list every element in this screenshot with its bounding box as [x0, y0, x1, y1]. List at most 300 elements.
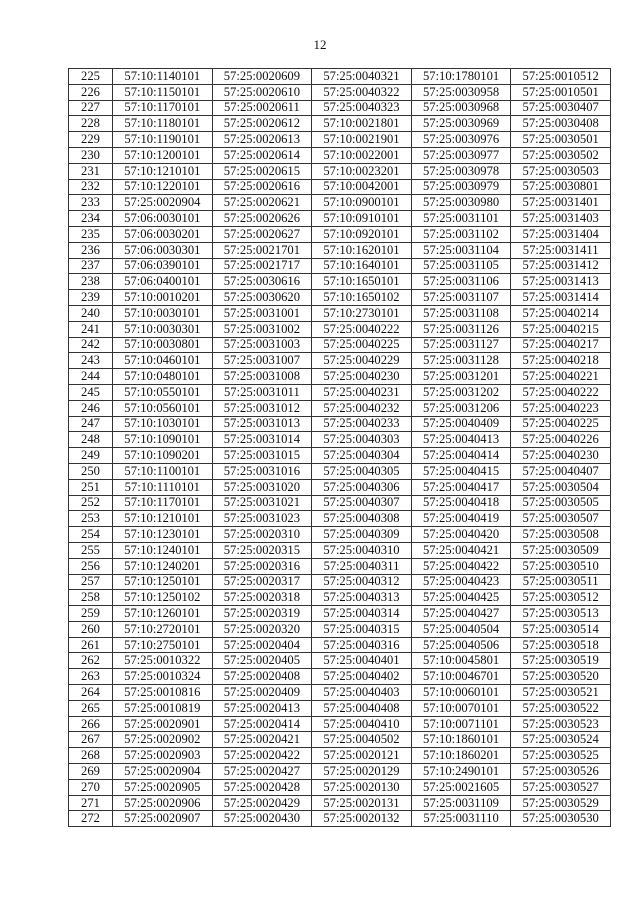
table-row — [69, 384, 611, 400]
cadastral-number-cell: 57:25:0020904 — [113, 764, 213, 780]
cadastral-number-cell: 57:25:0020405 — [212, 653, 312, 669]
cadastral-number-cell: 57:25:0031012 — [212, 400, 312, 416]
cadastral-number-cell: 57:25:0031003 — [212, 337, 312, 353]
cadastral-number-cell: 57:25:0040419 — [411, 511, 511, 527]
cadastral-number-cell: 57:25:0040215 — [511, 321, 611, 337]
cadastral-number-cell: 57:25:0040307 — [312, 495, 412, 511]
cadastral-number-cell: 57:25:0030524 — [511, 732, 611, 748]
cadastral-number-cell: 57:25:0010501 — [511, 84, 611, 100]
row-number-cell: 268 — [69, 748, 113, 764]
row-number-cell: 239 — [69, 290, 113, 306]
table-row — [69, 400, 611, 416]
cadastral-number-cell: 57:25:0030508 — [511, 527, 611, 543]
cadastral-number-cell: 57:10:2750101 — [113, 637, 213, 653]
row-number-cell: 240 — [69, 305, 113, 321]
cadastral-number-cell: 57:10:1170101 — [113, 495, 213, 511]
cadastral-number-cell: 57:25:0020613 — [212, 132, 312, 148]
cadastral-number-cell: 57:25:0021701 — [212, 242, 312, 258]
cadastral-number-cell: 57:25:0030503 — [511, 163, 611, 179]
cadastral-number-cell: 57:25:0030530 — [511, 811, 611, 827]
cadastral-number-cell: 57:25:0040425 — [411, 590, 511, 606]
cadastral-number-cell: 57:25:0040321 — [312, 69, 412, 85]
row-number-cell: 228 — [69, 116, 113, 132]
cadastral-number-cell: 57:06:0030301 — [113, 242, 213, 258]
cadastral-number-cell: 57:25:0020319 — [212, 606, 312, 622]
cadastral-number-cell: 57:25:0020627 — [212, 226, 312, 242]
cadastral-number-cell: 57:25:0030976 — [411, 132, 511, 148]
cadastral-number-cell: 57:25:0040230 — [511, 448, 611, 464]
cadastral-number-cell: 57:25:0020130 — [312, 779, 412, 795]
cadastral-number-cell: 57:10:0021801 — [312, 116, 412, 132]
row-number-cell: 252 — [69, 495, 113, 511]
cadastral-number-cell: 57:10:1220101 — [113, 179, 213, 195]
cadastral-number-cell: 57:25:0040223 — [511, 400, 611, 416]
cadastral-number-cell: 57:25:0031108 — [411, 305, 511, 321]
cadastral-number-cell: 57:06:0030201 — [113, 226, 213, 242]
cadastral-number-cell: 57:10:1180101 — [113, 116, 213, 132]
cadastral-number-cell: 57:10:2730101 — [312, 305, 412, 321]
cadastral-number-cell: 57:25:0030504 — [511, 479, 611, 495]
cadastral-number-cell: 57:25:0030408 — [511, 116, 611, 132]
cadastral-number-cell: 57:25:0031401 — [511, 195, 611, 211]
table-row — [69, 700, 611, 716]
cadastral-number-cell: 57:25:0040314 — [312, 606, 412, 622]
cadastral-number-cell: 57:06:0390101 — [113, 258, 213, 274]
cadastral-number-cell: 57:25:0031015 — [212, 448, 312, 464]
row-number-cell: 241 — [69, 321, 113, 337]
cadastral-number-cell: 57:10:1240201 — [113, 558, 213, 574]
cadastral-number-cell: 57:25:0040417 — [411, 479, 511, 495]
cadastral-number-cell: 57:25:0040231 — [312, 384, 412, 400]
cadastral-number-cell: 57:25:0020901 — [113, 716, 213, 732]
table-row — [69, 100, 611, 116]
row-number-cell: 246 — [69, 400, 113, 416]
cadastral-number-cell: 57:10:1780101 — [411, 69, 511, 85]
table-row — [69, 274, 611, 290]
row-number-cell: 267 — [69, 732, 113, 748]
row-number-cell: 236 — [69, 242, 113, 258]
table-row — [69, 542, 611, 558]
row-number-cell: 235 — [69, 226, 113, 242]
table-row — [69, 448, 611, 464]
cadastral-number-cell: 57:25:0020610 — [212, 84, 312, 100]
cadastral-number-cell: 57:25:0020903 — [113, 748, 213, 764]
row-number-cell: 242 — [69, 337, 113, 353]
cadastral-number-cell: 57:25:0030978 — [411, 163, 511, 179]
table-row — [69, 147, 611, 163]
cadastral-number-cell: 57:25:0040226 — [511, 432, 611, 448]
cadastral-number-cell: 57:25:0020318 — [212, 590, 312, 606]
cadastral-number-cell: 57:25:0040323 — [312, 100, 412, 116]
row-number-cell: 272 — [69, 811, 113, 827]
cadastral-number-cell: 57:10:0550101 — [113, 384, 213, 400]
cadastral-number-cell: 57:10:1100101 — [113, 463, 213, 479]
table-row — [69, 558, 611, 574]
cadastral-number-cell: 57:25:0020404 — [212, 637, 312, 653]
cadastral-number-cell: 57:25:0031411 — [511, 242, 611, 258]
row-number-cell: 260 — [69, 621, 113, 637]
cadastral-number-cell: 57:25:0030505 — [511, 495, 611, 511]
cadastral-number-cell: 57:25:0040418 — [411, 495, 511, 511]
cadastral-number-cell: 57:25:0040413 — [411, 432, 511, 448]
cadastral-number-cell: 57:10:0030101 — [113, 305, 213, 321]
table-row — [69, 495, 611, 511]
cadastral-number-cell: 57:25:0031102 — [411, 226, 511, 242]
cadastral-number-cell: 57:25:0020413 — [212, 700, 312, 716]
cadastral-number-cell: 57:10:0910101 — [312, 211, 412, 227]
cadastral-number-cell: 57:25:0030980 — [411, 195, 511, 211]
row-number-cell: 238 — [69, 274, 113, 290]
cadastral-number-cell: 57:25:0031414 — [511, 290, 611, 306]
table-row — [69, 337, 611, 353]
table-row — [69, 432, 611, 448]
cadastral-number-cell: 57:25:0040306 — [312, 479, 412, 495]
row-number-cell: 247 — [69, 416, 113, 432]
cadastral-number-cell: 57:10:0023201 — [312, 163, 412, 179]
cadastral-number-cell: 57:25:0020904 — [113, 195, 213, 211]
cadastral-number-cell: 57:25:0031404 — [511, 226, 611, 242]
cadastral-number-cell: 57:10:1190101 — [113, 132, 213, 148]
row-number-cell: 256 — [69, 558, 113, 574]
cadastral-number-cell: 57:25:0010816 — [113, 685, 213, 701]
table-row — [69, 621, 611, 637]
cadastral-number-cell: 57:25:0031126 — [411, 321, 511, 337]
table-row — [69, 779, 611, 795]
cadastral-number-cell: 57:10:0920101 — [312, 226, 412, 242]
cadastral-number-cell: 57:10:1250101 — [113, 574, 213, 590]
row-number-cell: 249 — [69, 448, 113, 464]
table-row — [69, 195, 611, 211]
cadastral-number-cell: 57:10:1650101 — [312, 274, 412, 290]
row-number-cell: 263 — [69, 669, 113, 685]
cadastral-number-cell: 57:25:0031107 — [411, 290, 511, 306]
cadastral-number-cell: 57:25:0030523 — [511, 716, 611, 732]
cadastral-number-cell: 57:25:0030502 — [511, 147, 611, 163]
cadastral-number-cell: 57:25:0040229 — [312, 353, 412, 369]
row-number-cell: 254 — [69, 527, 113, 543]
cadastral-number-cell: 57:25:0020616 — [212, 179, 312, 195]
table-row — [69, 242, 611, 258]
cadastral-number-cell: 57:25:0030616 — [212, 274, 312, 290]
row-number-cell: 250 — [69, 463, 113, 479]
cadastral-number-cell: 57:25:0031011 — [212, 384, 312, 400]
cadastral-number-cell: 57:25:0040502 — [312, 732, 412, 748]
cadastral-number-cell: 57:25:0020317 — [212, 574, 312, 590]
cadastral-number-cell: 57:25:0020310 — [212, 527, 312, 543]
cadastral-number-cell: 57:25:0030977 — [411, 147, 511, 163]
cadastral-number-cell: 57:25:0020906 — [113, 795, 213, 811]
cadastral-number-cell: 57:25:0030526 — [511, 764, 611, 780]
cadastral-number-cell: 57:25:0040410 — [312, 716, 412, 732]
table-row — [69, 748, 611, 764]
cadastral-number-cell: 57:10:0071101 — [411, 716, 511, 732]
cadastral-number-cell: 57:10:1210101 — [113, 511, 213, 527]
cadastral-number-cell: 57:25:0030520 — [511, 669, 611, 685]
cadastral-number-cell: 57:25:0020320 — [212, 621, 312, 637]
cadastral-number-cell: 57:10:1170101 — [113, 100, 213, 116]
cadastral-number-cell: 57:25:0031105 — [411, 258, 511, 274]
cadastral-number-cell: 57:25:0031106 — [411, 274, 511, 290]
cadastral-number-cell: 57:10:1090201 — [113, 448, 213, 464]
cadastral-number-cell: 57:25:0020611 — [212, 100, 312, 116]
cadastral-number-cell: 57:25:0040303 — [312, 432, 412, 448]
cadastral-number-cell: 57:25:0031013 — [212, 416, 312, 432]
row-number-cell: 266 — [69, 716, 113, 732]
cadastral-number-cell: 57:25:0031403 — [511, 211, 611, 227]
cadastral-number-cell: 57:10:1030101 — [113, 416, 213, 432]
cadastral-number-cell: 57:10:0045801 — [411, 653, 511, 669]
cadastral-number-cell: 57:10:1090101 — [113, 432, 213, 448]
cadastral-number-cell: 57:10:1110101 — [113, 479, 213, 495]
cadastral-number-cell: 57:25:0031016 — [212, 463, 312, 479]
cadastral-number-cell: 57:25:0040225 — [511, 416, 611, 432]
cadastral-number-cell: 57:10:1650102 — [312, 290, 412, 306]
table-row — [69, 211, 611, 227]
row-number-cell: 269 — [69, 764, 113, 780]
cadastral-number-cell: 57:10:1860201 — [411, 748, 511, 764]
cadastral-number-cell: 57:25:0030529 — [511, 795, 611, 811]
cadastral-number-cell: 57:10:0480101 — [113, 369, 213, 385]
cadastral-number-cell: 57:25:0020905 — [113, 779, 213, 795]
row-number-cell: 270 — [69, 779, 113, 795]
row-number-cell: 237 — [69, 258, 113, 274]
row-number-cell: 231 — [69, 163, 113, 179]
row-number-cell: 258 — [69, 590, 113, 606]
row-number-cell: 264 — [69, 685, 113, 701]
cadastral-number-cell: 57:25:0030512 — [511, 590, 611, 606]
cadastral-number-cell: 57:25:0020612 — [212, 116, 312, 132]
row-number-cell: 230 — [69, 147, 113, 163]
cadastral-number-cell: 57:25:0031413 — [511, 274, 611, 290]
cadastral-number-cell: 57:06:0030101 — [113, 211, 213, 227]
cadastral-number-cell: 57:25:0030801 — [511, 179, 611, 195]
cadastral-number-cell: 57:25:0030519 — [511, 653, 611, 669]
cadastral-number-cell: 57:25:0030969 — [411, 116, 511, 132]
table-row — [69, 653, 611, 669]
table-row — [69, 163, 611, 179]
table-row — [69, 353, 611, 369]
cadastral-number-cell: 57:25:0031014 — [212, 432, 312, 448]
cadastral-number-cell: 57:25:0040217 — [511, 337, 611, 353]
cadastral-number-cell: 57:25:0020430 — [212, 811, 312, 827]
cadastral-number-cell: 57:25:0040218 — [511, 353, 611, 369]
cadastral-number-cell: 57:25:0030514 — [511, 621, 611, 637]
table-row — [69, 637, 611, 653]
cadastral-number-cell: 57:10:1240101 — [113, 542, 213, 558]
cadastral-number-cell: 57:25:0020421 — [212, 732, 312, 748]
cadastral-number-cell: 57:10:1250102 — [113, 590, 213, 606]
cadastral-number-cell: 57:25:0031109 — [411, 795, 511, 811]
cadastral-number-cell: 57:25:0020315 — [212, 542, 312, 558]
cadastral-number-cell: 57:25:0040221 — [511, 369, 611, 385]
cadastral-number-cell: 57:10:0042001 — [312, 179, 412, 195]
cadastral-number-cell: 57:25:0040506 — [411, 637, 511, 653]
cadastral-number-cell: 57:25:0040427 — [411, 606, 511, 622]
cadastral-number-cell: 57:25:0040304 — [312, 448, 412, 464]
cadastral-number-cell: 57:25:0040414 — [411, 448, 511, 464]
row-number-cell: 227 — [69, 100, 113, 116]
cadastral-number-cell: 57:10:1640101 — [312, 258, 412, 274]
row-number-cell: 233 — [69, 195, 113, 211]
cadastral-number-cell: 57:25:0020428 — [212, 779, 312, 795]
cadastral-number-cell: 57:25:0030527 — [511, 779, 611, 795]
cadastral-number-cell: 57:25:0031104 — [411, 242, 511, 258]
cadastral-number-cell: 57:25:0040232 — [312, 400, 412, 416]
cadastral-number-cell: 57:25:0020609 — [212, 69, 312, 85]
cadastral-number-cell: 57:25:0030507 — [511, 511, 611, 527]
table-row — [69, 811, 611, 827]
cadastral-number-cell: 57:25:0030510 — [511, 558, 611, 574]
cadastral-number-cell: 57:10:1150101 — [113, 84, 213, 100]
cadastral-number-cell: 57:25:0031412 — [511, 258, 611, 274]
cadastral-number-cell: 57:25:0020902 — [113, 732, 213, 748]
cadastral-number-cell: 57:10:1260101 — [113, 606, 213, 622]
cadastral-number-cell: 57:10:1140101 — [113, 69, 213, 85]
cadastral-number-cell: 57:25:0030407 — [511, 100, 611, 116]
row-number-cell: 257 — [69, 574, 113, 590]
table-row — [69, 369, 611, 385]
cadastral-number-cell: 57:25:0031021 — [212, 495, 312, 511]
row-number-cell: 243 — [69, 353, 113, 369]
table-row — [69, 590, 611, 606]
cadastral-number-cell: 57:25:0040308 — [312, 511, 412, 527]
cadastral-number-cell: 57:10:1860101 — [411, 732, 511, 748]
cadastral-number-cell: 57:10:0900101 — [312, 195, 412, 211]
cadastral-number-cell: 57:25:0040313 — [312, 590, 412, 606]
row-number-cell: 251 — [69, 479, 113, 495]
row-number-cell: 261 — [69, 637, 113, 653]
cadastral-number-cell: 57:25:0030513 — [511, 606, 611, 622]
cadastral-number-cell: 57:25:0040233 — [312, 416, 412, 432]
cadastral-number-cell: 57:25:0040322 — [312, 84, 412, 100]
cadastral-number-cell: 57:25:0020121 — [312, 748, 412, 764]
row-number-cell: 262 — [69, 653, 113, 669]
cadastral-number-cell: 57:10:0060101 — [411, 685, 511, 701]
cadastral-number-cell: 57:25:0040309 — [312, 527, 412, 543]
table-row — [69, 795, 611, 811]
cadastral-number-cell: 57:10:1200101 — [113, 147, 213, 163]
cadastral-number-cell: 57:25:0030958 — [411, 84, 511, 100]
cadastral-number-cell: 57:25:0040222 — [511, 384, 611, 400]
cadastral-number-cell: 57:25:0031023 — [212, 511, 312, 527]
cadastral-number-cell: 57:25:0010512 — [511, 69, 611, 85]
cadastral-number-cell: 57:25:0030521 — [511, 685, 611, 701]
table-row — [69, 226, 611, 242]
cadastral-number-cell: 57:25:0031020 — [212, 479, 312, 495]
cadastral-number-cell: 57:25:0020409 — [212, 685, 312, 701]
cadastral-number-cell: 57:25:0040415 — [411, 463, 511, 479]
cadastral-number-cell: 57:25:0040311 — [312, 558, 412, 574]
row-number-cell: 248 — [69, 432, 113, 448]
cadastral-number-cell: 57:25:0040401 — [312, 653, 412, 669]
row-number-cell: 259 — [69, 606, 113, 622]
cadastral-number-cell: 57:25:0031127 — [411, 337, 511, 353]
cadastral-number-cell: 57:25:0040420 — [411, 527, 511, 543]
cadastral-number-cell: 57:25:0031002 — [212, 321, 312, 337]
cadastral-number-cell: 57:25:0020316 — [212, 558, 312, 574]
cadastral-number-cell: 57:25:0040403 — [312, 685, 412, 701]
row-number-cell: 234 — [69, 211, 113, 227]
cadastral-number-cell: 57:10:0070101 — [411, 700, 511, 716]
cadastral-number-cell: 57:25:0031101 — [411, 211, 511, 227]
table-row — [69, 574, 611, 590]
table-row — [69, 84, 611, 100]
cadastral-number-cell: 57:25:0020429 — [212, 795, 312, 811]
cadastral-number-cell: 57:25:0031202 — [411, 384, 511, 400]
cadastral-number-cell: 57:10:1620101 — [312, 242, 412, 258]
cadastral-number-cell: 57:25:0040407 — [511, 463, 611, 479]
cadastral-number-cell: 57:10:0021901 — [312, 132, 412, 148]
cadastral-number-cell: 57:25:0040402 — [312, 669, 412, 685]
cadastral-number-cell: 57:25:0030501 — [511, 132, 611, 148]
cadastral-number-cell: 57:25:0020129 — [312, 764, 412, 780]
cadastral-number-cell: 57:25:0020414 — [212, 716, 312, 732]
row-number-cell: 255 — [69, 542, 113, 558]
table-row — [69, 732, 611, 748]
table-row — [69, 685, 611, 701]
row-number-cell: 265 — [69, 700, 113, 716]
table-row — [69, 416, 611, 432]
cadastral-number-cell: 57:25:0031007 — [212, 353, 312, 369]
cadastral-number-cell: 57:25:0040310 — [312, 542, 412, 558]
cadastral-numbers-table — [68, 68, 611, 827]
cadastral-number-cell: 57:25:0040421 — [411, 542, 511, 558]
cadastral-number-cell: 57:25:0040408 — [312, 700, 412, 716]
cadastral-number-cell: 57:25:0031201 — [411, 369, 511, 385]
cadastral-number-cell: 57:25:0010322 — [113, 653, 213, 669]
table-row — [69, 463, 611, 479]
cadastral-number-cell: 57:25:0020422 — [212, 748, 312, 764]
row-number-cell: 226 — [69, 84, 113, 100]
cadastral-number-cell: 57:25:0040504 — [411, 621, 511, 637]
cadastral-number-cell: 57:25:0030511 — [511, 574, 611, 590]
cadastral-number-cell: 57:25:0030525 — [511, 748, 611, 764]
cadastral-number-cell: 57:25:0020131 — [312, 795, 412, 811]
cadastral-number-cell: 57:25:0020408 — [212, 669, 312, 685]
cadastral-number-cell: 57:25:0020621 — [212, 195, 312, 211]
table-row — [69, 116, 611, 132]
table-row — [69, 479, 611, 495]
table-row — [69, 764, 611, 780]
cadastral-number-cell: 57:25:0010819 — [113, 700, 213, 716]
table-row — [69, 321, 611, 337]
table-row — [69, 69, 611, 85]
cadastral-number-cell: 57:25:0010324 — [113, 669, 213, 685]
cadastral-number-cell: 57:25:0021717 — [212, 258, 312, 274]
cadastral-number-cell: 57:25:0040222 — [312, 321, 412, 337]
cadastral-number-cell: 57:25:0040409 — [411, 416, 511, 432]
row-number-cell: 244 — [69, 369, 113, 385]
table-row — [69, 290, 611, 306]
cadastral-number-cell: 57:10:1230101 — [113, 527, 213, 543]
cadastral-number-cell: 57:25:0031001 — [212, 305, 312, 321]
table-row — [69, 669, 611, 685]
table-row — [69, 511, 611, 527]
cadastral-number-cell: 57:25:0040225 — [312, 337, 412, 353]
table-row — [69, 179, 611, 195]
cadastral-number-cell: 57:10:0460101 — [113, 353, 213, 369]
cadastral-number-cell: 57:25:0040316 — [312, 637, 412, 653]
cadastral-number-cell: 57:25:0040230 — [312, 369, 412, 385]
table-row — [69, 716, 611, 732]
cadastral-number-cell: 57:25:0031128 — [411, 353, 511, 369]
cadastral-number-cell: 57:25:0021605 — [411, 779, 511, 795]
cadastral-number-cell: 57:25:0020614 — [212, 147, 312, 163]
cadastral-number-cell: 57:25:0040423 — [411, 574, 511, 590]
cadastral-number-cell: 57:10:2720101 — [113, 621, 213, 637]
cadastral-number-cell: 57:25:0040305 — [312, 463, 412, 479]
table-row — [69, 606, 611, 622]
